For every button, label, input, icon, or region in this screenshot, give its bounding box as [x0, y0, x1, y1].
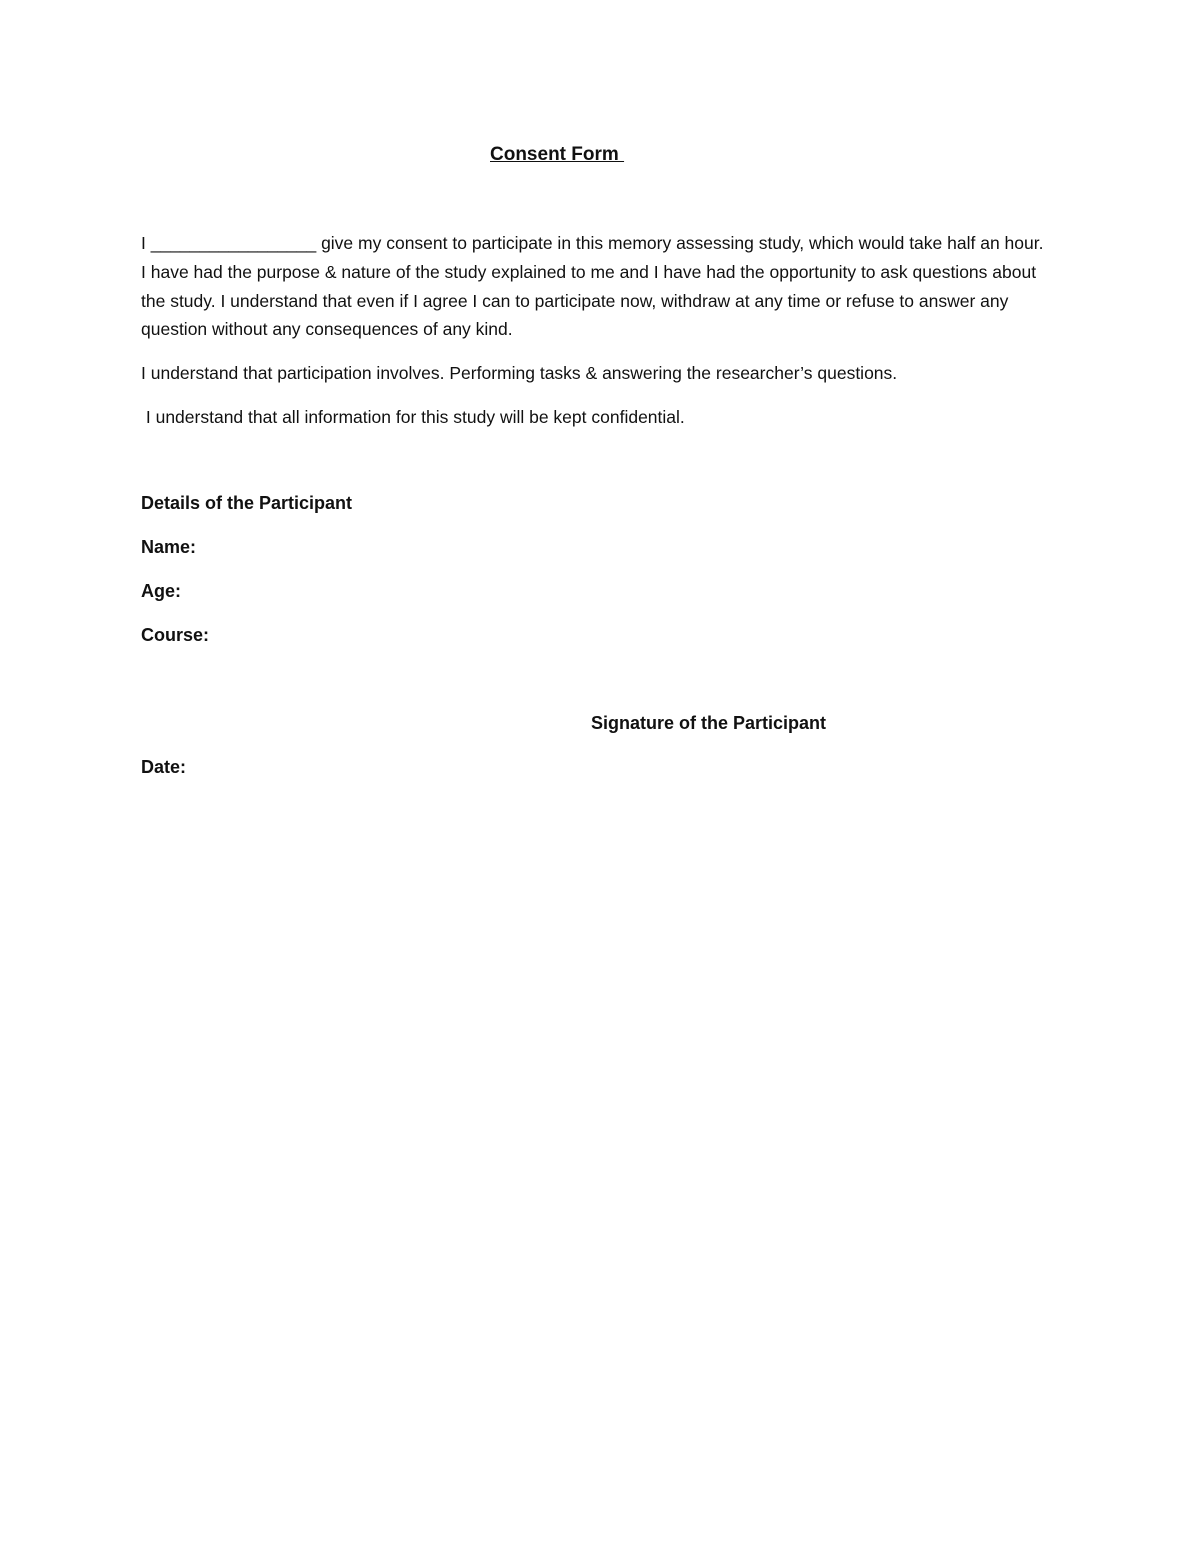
name-blank-line: _________________ [150, 233, 317, 253]
details-heading: Details of the Participant [141, 493, 353, 513]
course-label: Course: [141, 625, 210, 645]
participation-paragraph: I understand that participation involves. Performing tasks & answering the researcher’s questions. [141, 363, 898, 383]
consent-prefix: I [141, 233, 151, 253]
page-title: Consent Form [490, 144, 625, 165]
confidentiality-paragraph: I understand that all information for this study will be kept confidential. [141, 407, 685, 427]
signature-label: Signature of the Participant [591, 713, 827, 733]
consent-text: give my consent to participate in this memory assessing study, which would take half an hour. I have had the purpose & nature of the study explained to me and I have had the opportunity to ask questions about the study. I understand that even if I agree I can to participate now, withdraw at any time or refuse to answer any question without any consequences of any kind. [141, 233, 1044, 340]
consent-paragraph [141, 229, 1051, 344]
age-label: Age: [141, 581, 181, 601]
name-label: Name: [141, 537, 197, 557]
date-label: Date: [141, 757, 187, 777]
